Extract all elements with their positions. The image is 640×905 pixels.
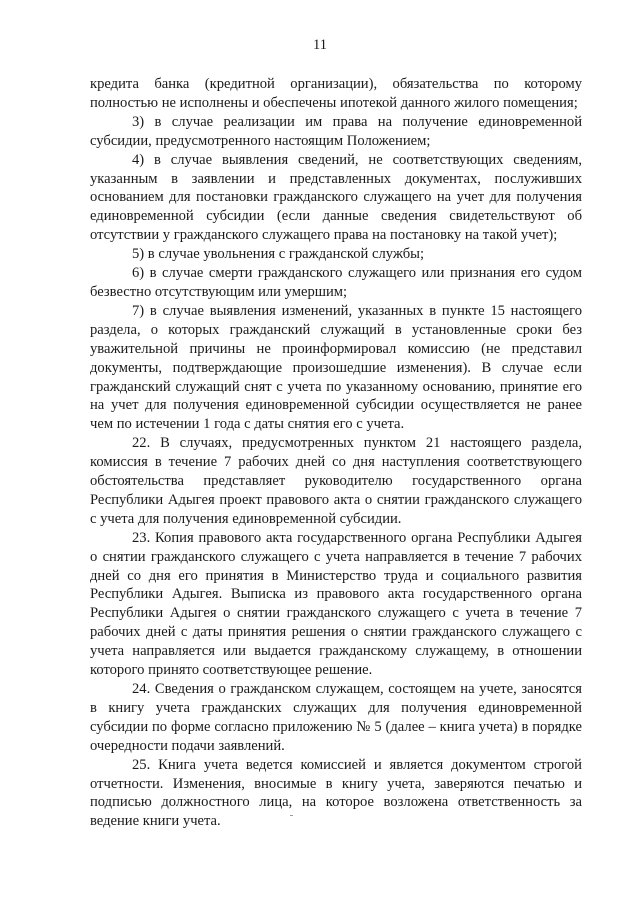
paragraph-item-5: 5) в случае увольнения с гражданской службы; bbox=[132, 246, 425, 263]
paragraph-item-7: 7) в случае выявления изменений, указанных в пункте 15 настоящего раздела, о которых гражданский служащий в установленные сроки без уважительной причины не проинформировал комиссию (не представил документы, подтверждающие произошедшие изменения). В случае если гражданский служащий снят с учета по указанному основанию, принятие его на учет для получения единовременной субсидии осуществляется не ранее чем по истечении 1 года с даты снятия его с учета. bbox=[90, 302, 582, 433]
paragraph-item-6: 6) в случае смерти гражданского служащего или признания его судом безвестно отсутствующим или умершим; bbox=[90, 265, 582, 300]
paragraph-clause-23: 23. Копия правового акта государственного органа Республики Адыгея о снятии гражданского служащего с учета направляется в течение 7 рабочих дней со дня его принятия в Министерство труда и социального развития Республики Адыгея. Выписка из правового акта государственного органа Республики Адыгея о снятии гражданского служащего с учета в течение 7 рабочих дней с даты принятия решения о снятии гражданского служащего с учета направляется или выдается гражданскому служащему, в отношении которого принято соответствующее решение. bbox=[90, 529, 582, 679]
paragraph-clause-22: 22. В случаях, предусмотренных пунктом 21 настоящего раздела, комиссия в течение 7 рабочих дней со дня наступления соответствующего обстоятельства представляет руководителю государственного органа Республики Адыгея проект правового акта о снятии гражданского служащего с учета для получения единовременной субсидии. bbox=[90, 435, 582, 527]
page-number: 11 bbox=[313, 37, 327, 53]
paragraph-item-3: 3) в случае реализации им права на получение единовременной субсидии, предусмотренного настоящим Положением; bbox=[90, 113, 582, 149]
paragraph-clause-25: 25. Книга учета ведется комиссией и является документом строгой отчетности. Изменения, вносимые в книгу учета, заверяются печатью и подписью должностного лица, на которое возложена ответственность за ведение книги учета. bbox=[90, 756, 582, 830]
paragraph-clause-24: 24. Сведения о гражданском служащем, состоящем на учете, заносятся в книгу учета гражданских служащих для получения единовременной субсидии по форме согласно приложению № 5 (далее – книга учета) в порядке очередности подачи заявлений. bbox=[90, 681, 582, 754]
paragraph-continuation: кредита банка (кредитной организации), обязательства по которому полностью не исполнены и обеспечены ипотекой данного жилого помещения; bbox=[90, 76, 582, 111]
paragraph-item-4: 4) в случае выявления сведений, не соответствующих сведениям, указанным в заявлении и представленных документах, послуживших основанием для постановки гражданского служащего на учет для получения единовременной субсидии (если данные сведения свидетельствуют об отсутствии у гражданского служащего права на постановку на такой учет); bbox=[90, 151, 582, 244]
scan-artifact bbox=[290, 815, 293, 816]
document-body bbox=[90, 75, 582, 831]
